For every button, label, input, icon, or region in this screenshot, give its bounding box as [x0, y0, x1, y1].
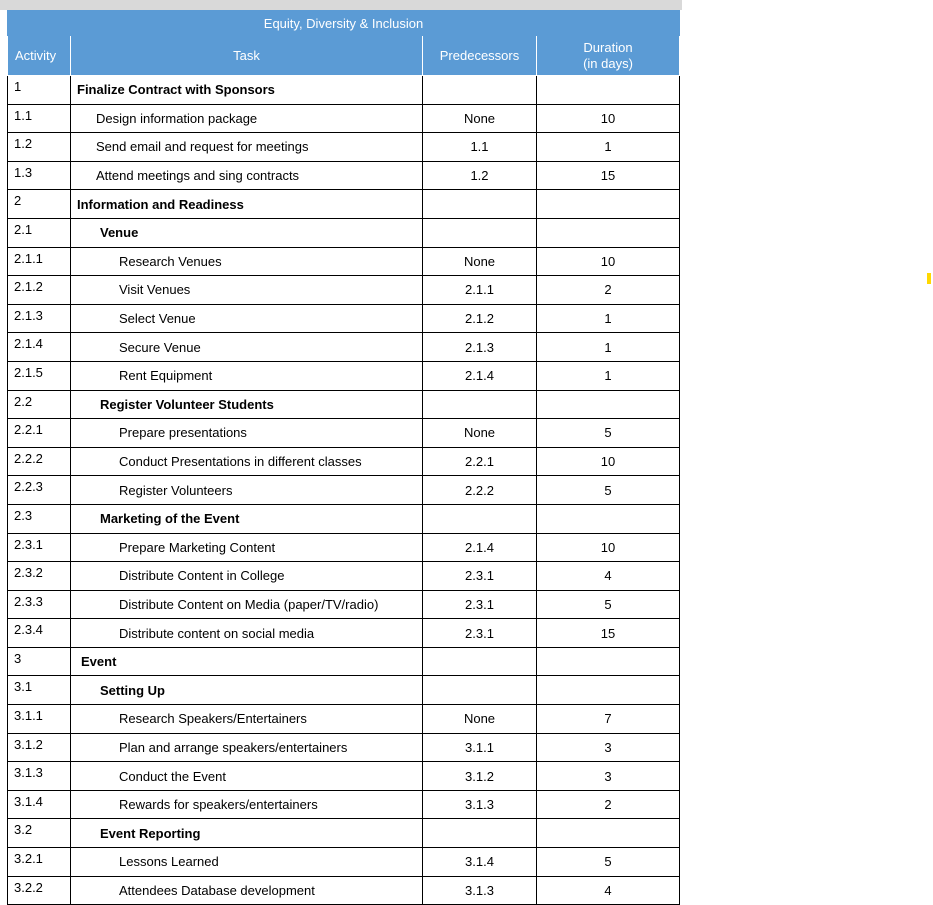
predecessors-cell: 2.1.3: [423, 333, 537, 362]
duration-cell: [537, 190, 680, 219]
predecessors-cell: 2.2.2: [423, 476, 537, 505]
predecessors-cell: [423, 218, 537, 247]
table-row: [8, 104, 680, 133]
duration-cell: 10: [537, 447, 680, 476]
activity-cell: 3.1.2: [8, 733, 71, 762]
predecessors-cell: [423, 676, 537, 705]
task-cell: Attend meetings and sing contracts: [71, 161, 423, 190]
table-row: [8, 819, 680, 848]
duration-cell: 1: [537, 304, 680, 333]
activity-cell: 1: [8, 76, 71, 105]
task-cell: Attendees Database development: [71, 876, 423, 905]
activity-cell: 2.2: [8, 390, 71, 419]
predecessors-cell: [423, 76, 537, 105]
task-cell: Design information package: [71, 104, 423, 133]
predecessors-cell: None: [423, 419, 537, 448]
header-duration: [537, 36, 680, 76]
task-cell: Distribute Content on Media (paper/TV/radio): [71, 590, 423, 619]
duration-cell: 1: [537, 133, 680, 162]
activity-cell: 3.1.3: [8, 762, 71, 791]
table-row: [8, 848, 680, 877]
duration-cell: [537, 76, 680, 105]
table-row: [8, 161, 680, 190]
activity-cell: 2.1.1: [8, 247, 71, 276]
task-cell: Finalize Contract with Sponsors: [71, 76, 423, 105]
table-title-row: [8, 11, 680, 36]
table-row: [8, 447, 680, 476]
predecessors-cell: [423, 504, 537, 533]
predecessors-cell: 2.1.4: [423, 361, 537, 390]
activity-cell: 2.3.2: [8, 562, 71, 591]
task-cell: Prepare presentations: [71, 419, 423, 448]
activity-cell: 2.2.3: [8, 476, 71, 505]
table-row: [8, 619, 680, 648]
table-row: [8, 733, 680, 762]
activity-cell: 2.3.4: [8, 619, 71, 648]
predecessors-cell: [423, 390, 537, 419]
task-cell: Information and Readiness: [71, 190, 423, 219]
predecessors-cell: [423, 190, 537, 219]
predecessors-cell: 2.3.1: [423, 590, 537, 619]
table-row: [8, 533, 680, 562]
task-cell: Secure Venue: [71, 333, 423, 362]
activity-cell: 2.3: [8, 504, 71, 533]
table-row: [8, 333, 680, 362]
table-row: [8, 276, 680, 305]
predecessors-cell: [423, 647, 537, 676]
header-task: Task: [71, 36, 423, 76]
task-cell: Select Venue: [71, 304, 423, 333]
activity-cell: 2.3.1: [8, 533, 71, 562]
duration-cell: 1: [537, 361, 680, 390]
activity-cell: 3.2.1: [8, 848, 71, 877]
predecessors-cell: None: [423, 247, 537, 276]
header-duration-line1: Duration: [583, 39, 633, 55]
predecessors-cell: None: [423, 104, 537, 133]
duration-cell: [537, 218, 680, 247]
activity-cell: 1.3: [8, 161, 71, 190]
task-cell: Conduct Presentations in different classes: [71, 447, 423, 476]
activity-cell: 2.3.3: [8, 590, 71, 619]
duration-cell: 5: [537, 419, 680, 448]
duration-cell: 2: [537, 790, 680, 819]
table-row: [8, 133, 680, 162]
task-cell: Research Speakers/Entertainers: [71, 705, 423, 734]
activity-cell: 3.1.1: [8, 705, 71, 734]
header-predecessors: Predecessors: [423, 36, 537, 76]
duration-cell: 1: [537, 333, 680, 362]
predecessors-cell: 3.1.1: [423, 733, 537, 762]
activity-cell: 2.1.4: [8, 333, 71, 362]
table-row: [8, 218, 680, 247]
task-cell: Event: [71, 647, 423, 676]
table-title: Equity, Diversity & Inclusion: [8, 11, 680, 36]
task-cell: Research Venues: [71, 247, 423, 276]
table-row: [8, 190, 680, 219]
predecessors-cell: 3.1.2: [423, 762, 537, 791]
activity-cell: 1.2: [8, 133, 71, 162]
predecessors-cell: 3.1.4: [423, 848, 537, 877]
activity-cell: 2.2.2: [8, 447, 71, 476]
table-row: [8, 705, 680, 734]
table-row: [8, 361, 680, 390]
activity-cell: 3.2.2: [8, 876, 71, 905]
task-cell: Distribute Content in College: [71, 562, 423, 591]
task-cell: Lessons Learned: [71, 848, 423, 877]
table-row: [8, 590, 680, 619]
duration-cell: 10: [537, 104, 680, 133]
task-cell: Rewards for speakers/entertainers: [71, 790, 423, 819]
table-row: [8, 762, 680, 791]
activity-cell: 3.1: [8, 676, 71, 705]
task-cell: Plan and arrange speakers/entertainers: [71, 733, 423, 762]
duration-cell: [537, 676, 680, 705]
task-cell: Rent Equipment: [71, 361, 423, 390]
yellow-highlight-marker: [927, 273, 931, 284]
header-activity: Activity: [8, 36, 71, 76]
task-cell: Register Volunteers: [71, 476, 423, 505]
task-cell: Send email and request for meetings: [71, 133, 423, 162]
activity-cell: 2: [8, 190, 71, 219]
task-cell: Conduct the Event: [71, 762, 423, 791]
header-duration-line2: (in days): [583, 55, 633, 71]
table-row: [8, 390, 680, 419]
activity-cell: 2.1: [8, 218, 71, 247]
activity-table-container: [7, 10, 679, 905]
task-cell: Venue: [71, 218, 423, 247]
predecessors-cell: 2.3.1: [423, 619, 537, 648]
duration-cell: 5: [537, 590, 680, 619]
activity-cell: 3.2: [8, 819, 71, 848]
duration-cell: 5: [537, 476, 680, 505]
predecessors-cell: 2.1.4: [423, 533, 537, 562]
activity-cell: 3: [8, 647, 71, 676]
task-cell: Visit Venues: [71, 276, 423, 305]
activity-cell: 2.1.5: [8, 361, 71, 390]
duration-cell: 4: [537, 876, 680, 905]
predecessors-cell: 2.1.2: [423, 304, 537, 333]
predecessors-cell: 2.3.1: [423, 562, 537, 591]
predecessors-cell: 2.1.1: [423, 276, 537, 305]
predecessors-cell: [423, 819, 537, 848]
task-cell: Register Volunteer Students: [71, 390, 423, 419]
duration-cell: 15: [537, 619, 680, 648]
top-toolbar-strip: [0, 0, 682, 10]
duration-cell: 2: [537, 276, 680, 305]
activity-cell: 1.1: [8, 104, 71, 133]
task-cell: Prepare Marketing Content: [71, 533, 423, 562]
duration-cell: [537, 819, 680, 848]
table-row: [8, 476, 680, 505]
activity-cell: 2.2.1: [8, 419, 71, 448]
duration-cell: 10: [537, 533, 680, 562]
activity-cell: 3.1.4: [8, 790, 71, 819]
table-body: [8, 76, 680, 905]
predecessors-cell: 3.1.3: [423, 790, 537, 819]
duration-cell: 3: [537, 762, 680, 791]
table-header-row: [8, 36, 680, 76]
task-cell: Marketing of the Event: [71, 504, 423, 533]
predecessors-cell: 1.2: [423, 161, 537, 190]
table-row: [8, 876, 680, 905]
predecessors-cell: 1.1: [423, 133, 537, 162]
duration-cell: [537, 504, 680, 533]
duration-cell: 15: [537, 161, 680, 190]
duration-cell: 10: [537, 247, 680, 276]
predecessors-cell: 3.1.3: [423, 876, 537, 905]
table-row: [8, 647, 680, 676]
table-row: [8, 304, 680, 333]
table-row: [8, 790, 680, 819]
table-row: [8, 76, 680, 105]
table-row: [8, 562, 680, 591]
table-row: [8, 676, 680, 705]
table-row: [8, 419, 680, 448]
duration-cell: [537, 647, 680, 676]
task-cell: Distribute content on social media: [71, 619, 423, 648]
activity-cell: 2.1.2: [8, 276, 71, 305]
duration-cell: 7: [537, 705, 680, 734]
table-row: [8, 247, 680, 276]
duration-cell: [537, 390, 680, 419]
predecessors-cell: 2.2.1: [423, 447, 537, 476]
duration-cell: 5: [537, 848, 680, 877]
duration-cell: 4: [537, 562, 680, 591]
task-cell: Setting Up: [71, 676, 423, 705]
duration-cell: 3: [537, 733, 680, 762]
activity-cell: 2.1.3: [8, 304, 71, 333]
task-cell: Event Reporting: [71, 819, 423, 848]
activity-table: [7, 10, 680, 905]
predecessors-cell: None: [423, 705, 537, 734]
table-row: [8, 504, 680, 533]
